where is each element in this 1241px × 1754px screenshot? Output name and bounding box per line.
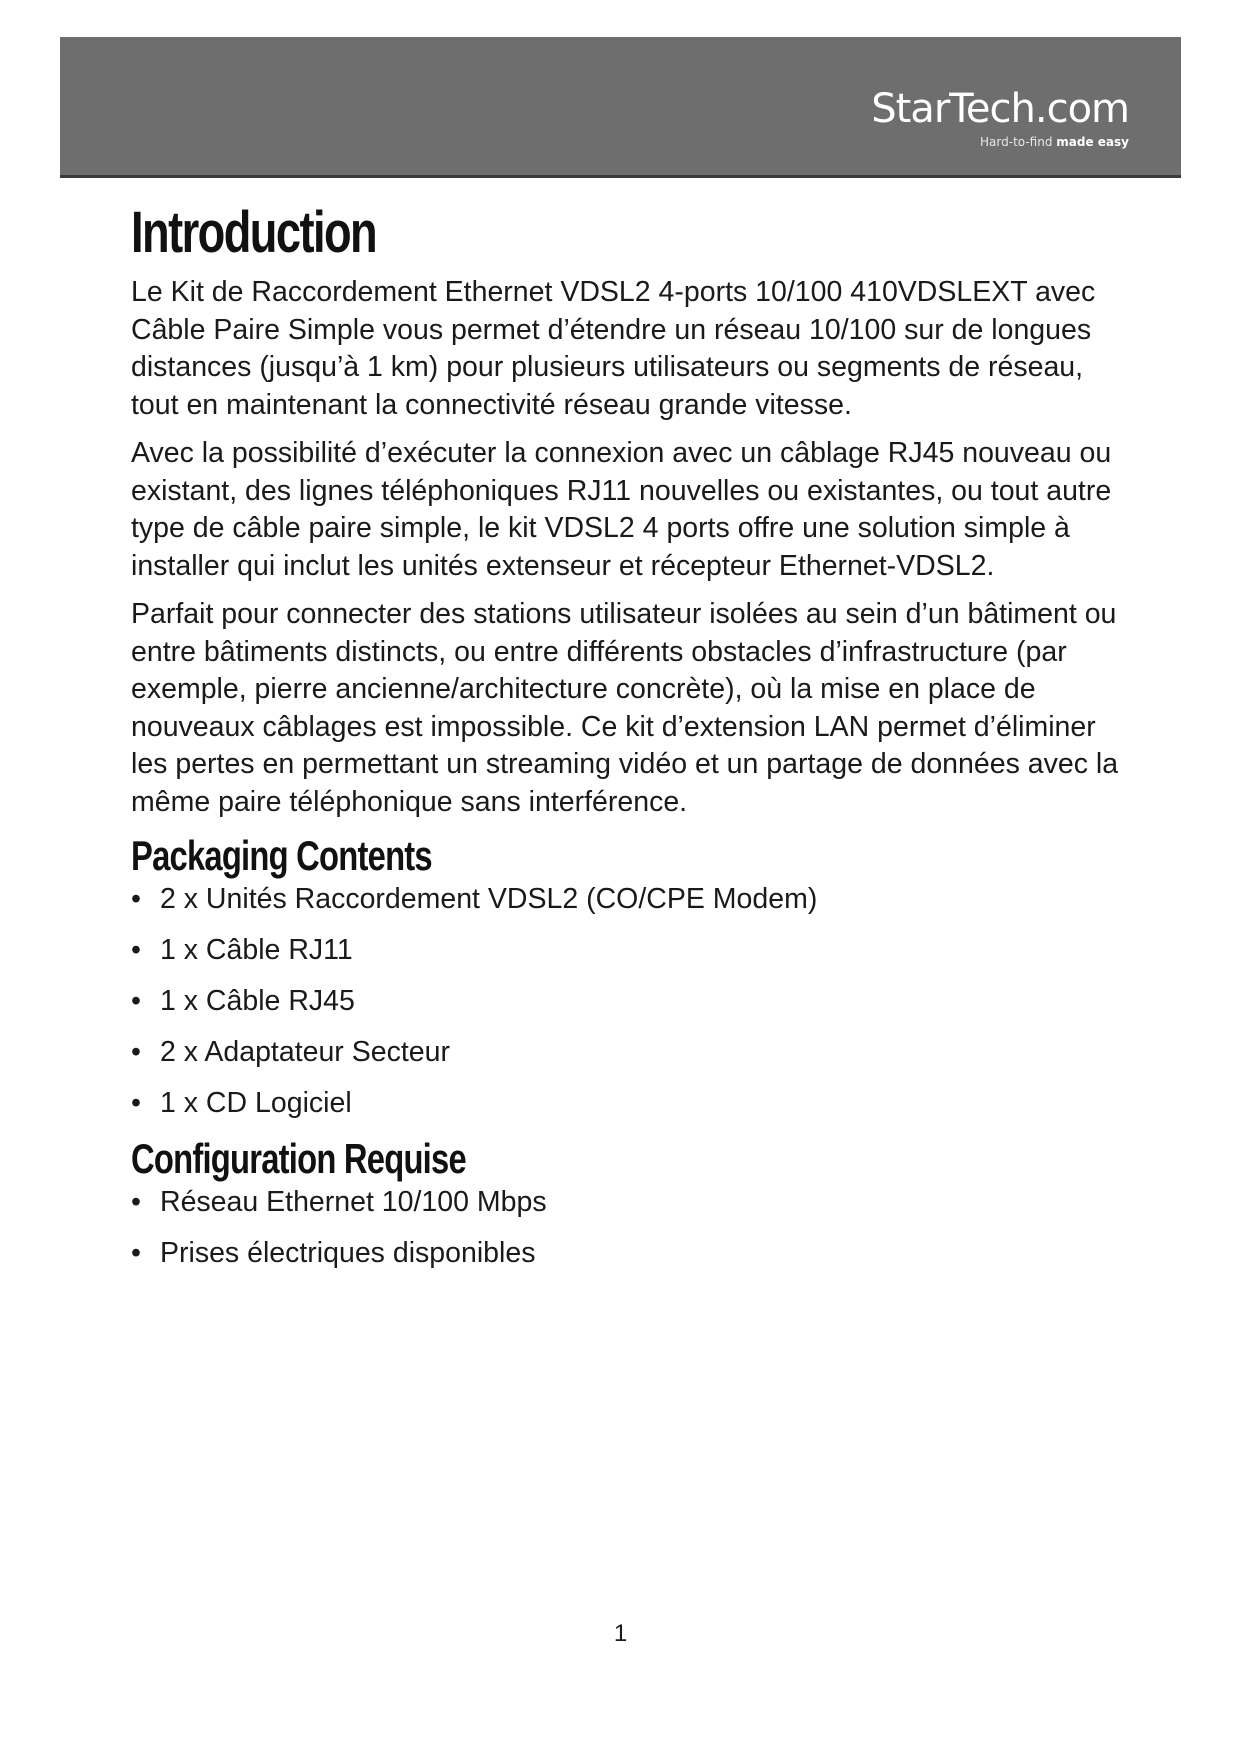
configuration-requise-heading: Configuration Requise <box>131 1135 466 1182</box>
packaging-contents-heading: Packaging Contents <box>131 832 432 879</box>
list-item: • 1 x Câble RJ11 <box>131 931 1121 969</box>
logo-wordmark: StarTech.com <box>871 86 1129 132</box>
requirements-list <box>131 1183 1121 1272</box>
packaging-contents-list <box>131 880 1121 1122</box>
page-content <box>131 198 1121 1285</box>
intro-paragraph-3: Parfait pour connecter des stations utilisateur isolées au sein d’un bâtiment ou entre bâtiments distincts, ou entre différents obstacles d’infrastructure (par exemple, pierre ancienne/architecture concrète), où la mise en place de nouveaux câblages est impossible. Ce kit d’extension LAN permet d’éliminer les pertes en permettant un streaming vidéo et un partage de données avec la même paire téléphonique sans interférence. <box>131 598 1119 818</box>
intro-paragraph-2: Avec la possibilité d’exécuter la connexion avec un câblage RJ45 nouveau ou existant, des lignes téléphoniques RJ11 nouvelles ou existantes, ou tout autre type de câble paire simple, le kit VDSL2 4 ports offre une solution simple à installer qui inclut les unités extenseur et récepteur Ethernet-VDSL2. <box>131 437 1112 582</box>
page-number: 1 <box>613 1620 628 1647</box>
startech-logo <box>871 86 1129 149</box>
logo-tagline-light: Hard-to-find <box>980 135 1053 149</box>
header-band <box>60 37 1181 178</box>
list-item: • Prises électriques disponibles <box>131 1234 1121 1272</box>
logo-tagline-bold: made easy <box>1056 135 1129 149</box>
logo-tagline <box>871 135 1129 149</box>
list-item: • 2 x Unités Raccordement VDSL2 (CO/CPE Modem) <box>131 880 1121 918</box>
list-item: • 2 x Adaptateur Secteur <box>131 1033 1121 1071</box>
list-item: • Réseau Ethernet 10/100 Mbps <box>131 1183 1121 1221</box>
list-item: • 1 x CD Logiciel <box>131 1084 1121 1122</box>
list-item: • 1 x Câble RJ45 <box>131 982 1121 1020</box>
intro-paragraph-1: Le Kit de Raccordement Ethernet VDSL2 4-ports 10/100 410VDSLEXT avec Câble Paire Simple vous permet d’étendre un réseau 10/100 sur de longues distances (jusqu’à 1 km) pour plusieurs utilisateurs ou segments de réseau, tout en maintenant la connectivité réseau grande vitesse. <box>131 276 1096 421</box>
introduction-heading: Introduction <box>131 200 377 265</box>
